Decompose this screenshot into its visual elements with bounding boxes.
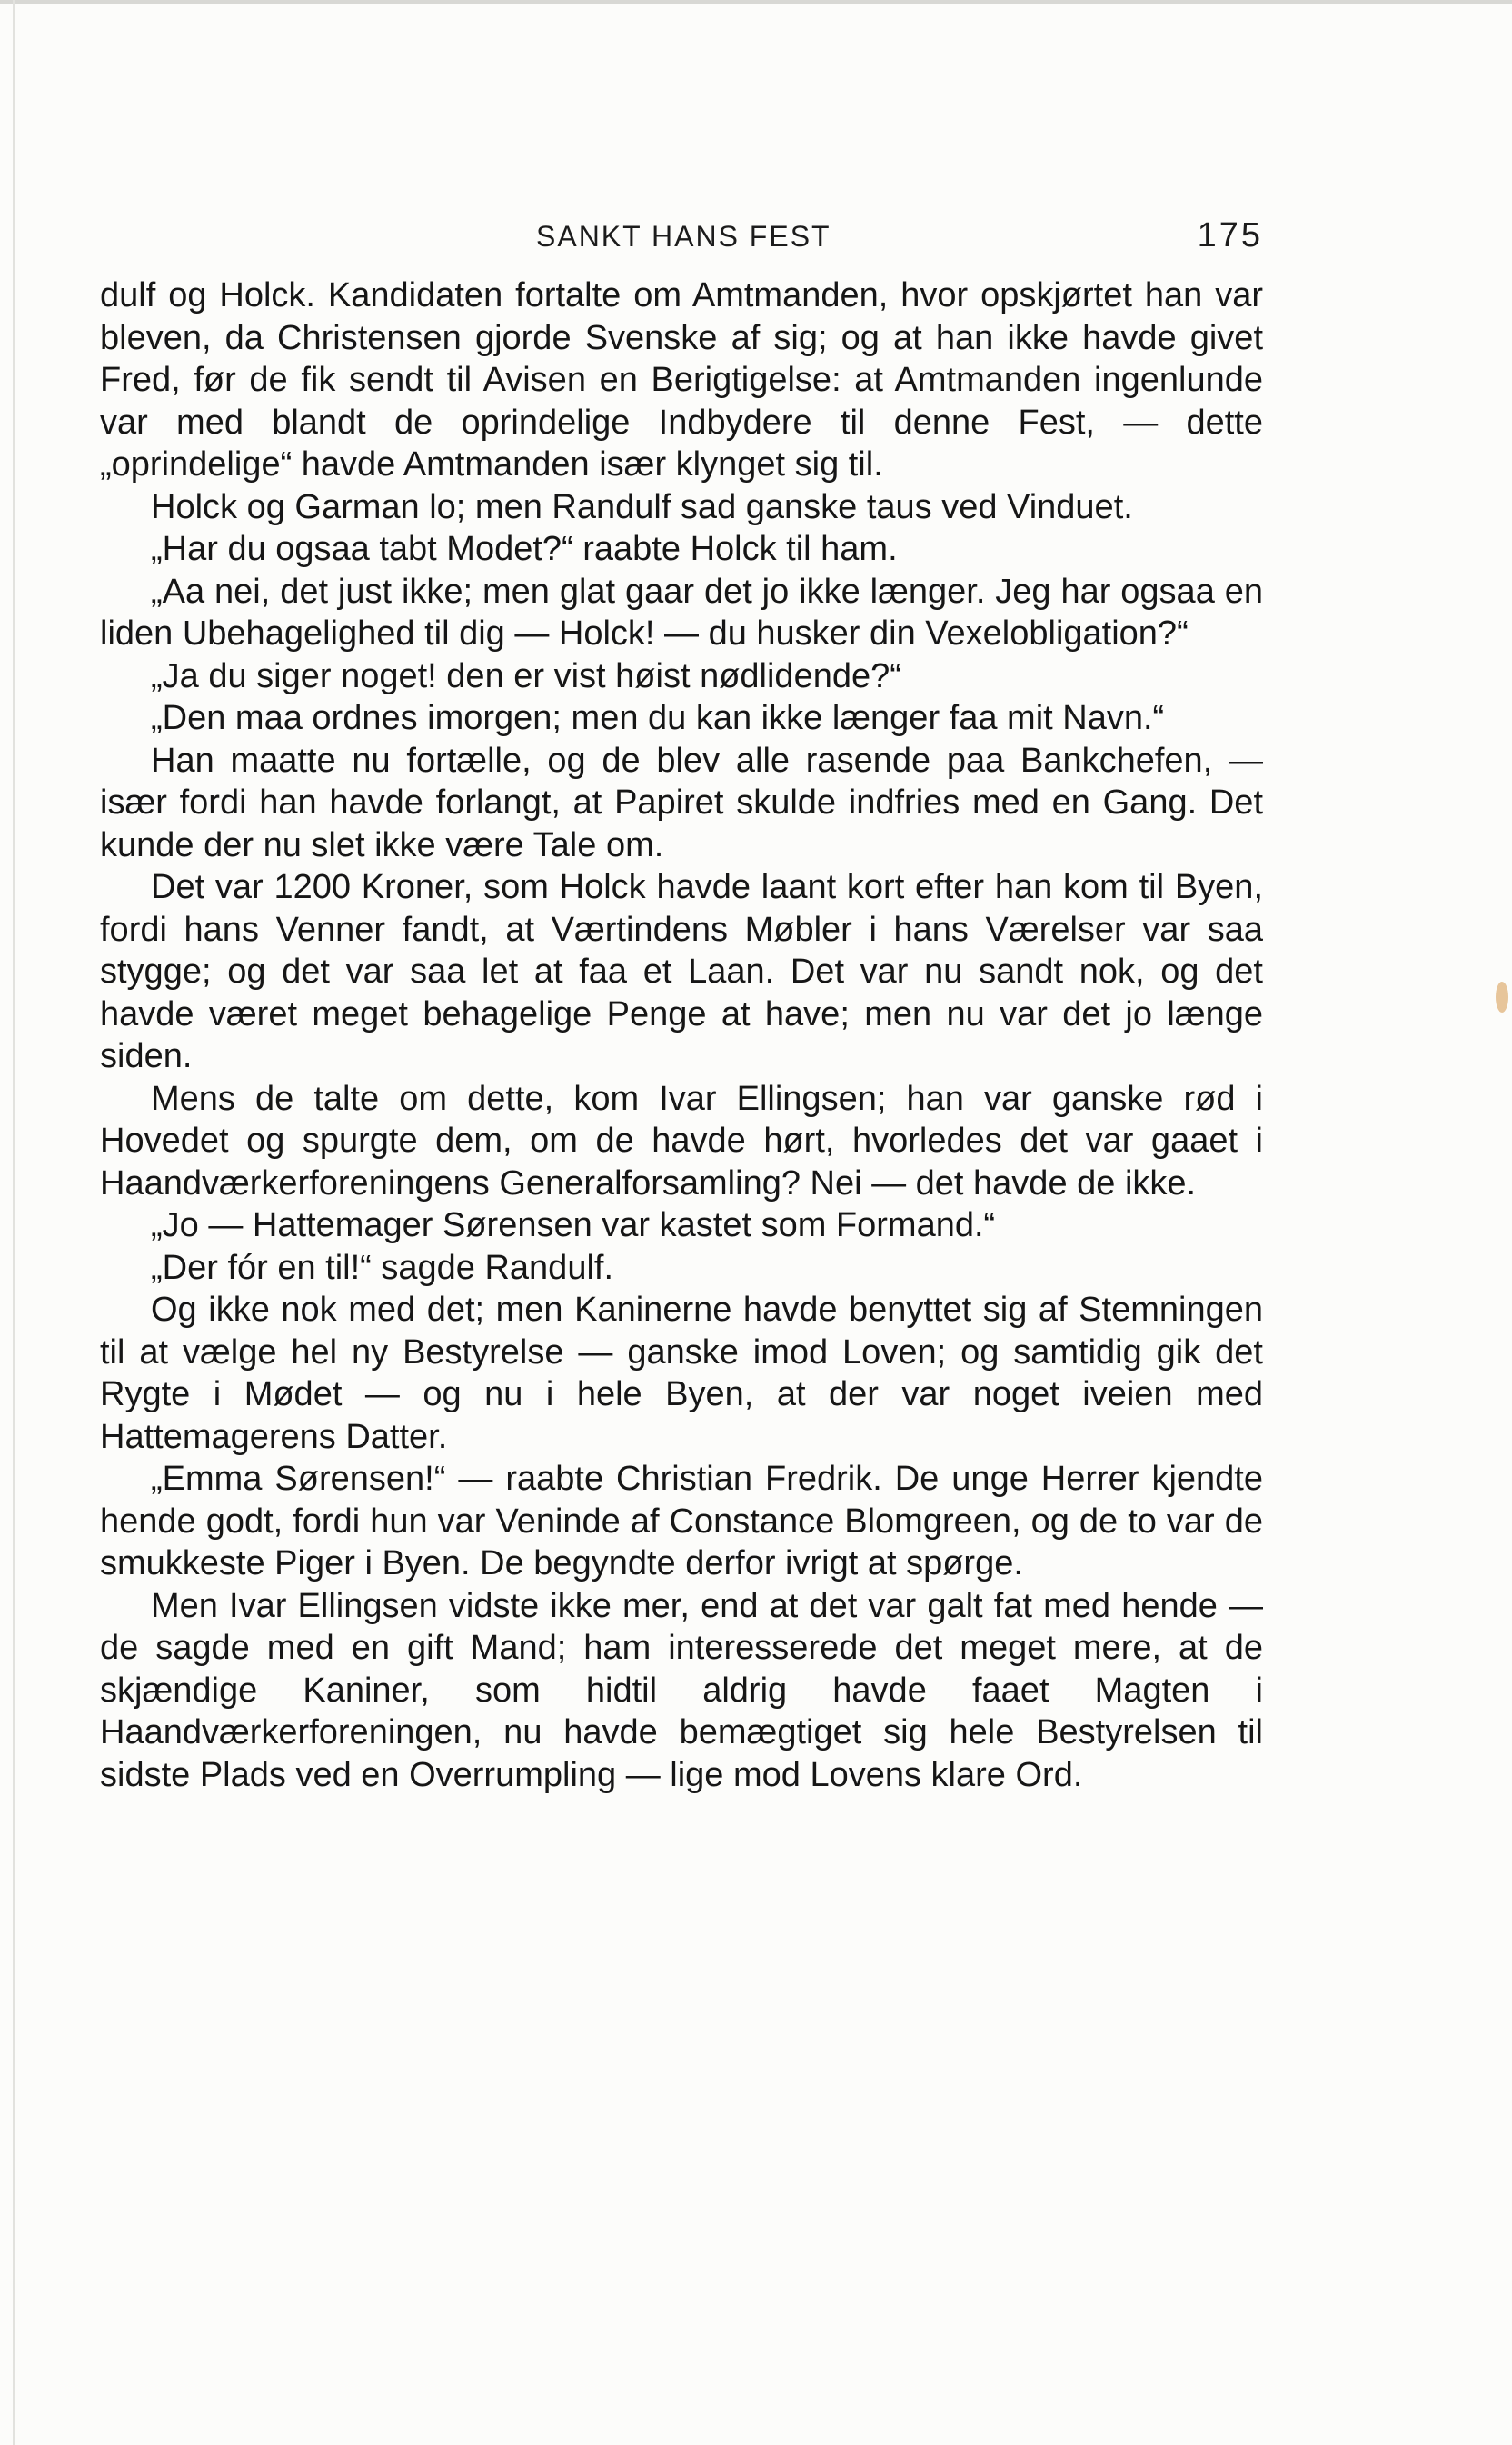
running-title: SANKT HANS FEST: [536, 220, 831, 253]
paragraph: dulf og Holck. Kandidaten fortalte om Amtmanden, hvor opskjørtet han var bleven, da Christensen gjorde Svenske af sig; og at han ikke havde givet Fred, før de fik sendt til Avisen en Berigtigelse: at Amtmanden ingenlunde var med blandt de oprindelige Indbydere til denne Fest, — dette „oprindelige“ havde Amtmanden især klynget sig til.: [100, 276, 1263, 484]
paragraph: „Der fór en til!“ sagde Randulf.: [151, 1248, 614, 1287]
paragraph: Han maatte nu fortælle, og de blev alle rasende paa Bankchefen, — især fordi han havde forlangt, at Papiret skulde indfries med en Gang. Det kunde der nu slet ikke være Tale om.: [100, 741, 1263, 864]
paragraph: Og ikke nok med det; men Kaninerne havde benyttet sig af Stemningen til at vælge hel ny Bestyrelse — ganske imod Loven; og samtidig gik det Rygte i Mødet — og nu i hele Byen, at der var noget iveien med Hattemagerens Datter.: [100, 1291, 1263, 1456]
paragraph: „Emma Sørensen!“ — raabte Christian Fredrik. De unge Herrer kjendte hende godt, fordi hun var Veninde af Constance Blomgreen, og de to var de smukkeste Piger i Byen. De begyndte derfor ivrigt at spørge.: [100, 1460, 1263, 1582]
paragraph: Det var 1200 Kroner, som Holck havde laant kort efter han kom til Byen, fordi hans Venner fandt, at Værtindens Møbler i hans Værelser var saa stygge; og det var saa let at faa et Laan. Det var nu sandt nok, og det havde været meget behagelige Penge at have; men nu var det jo længe siden.: [100, 868, 1263, 1075]
paragraph: „Ja du siger noget! den er vist høist nødlidende?“: [151, 656, 901, 695]
page-top-edge: [0, 0, 1512, 4]
paragraph: „Har du ogsaa tabt Modet?“ raabte Holck til ham.: [151, 530, 898, 568]
body-text: [100, 274, 1263, 1796]
paragraph: „Jo — Hattemager Sørensen var kastet som Formand.“: [151, 1206, 996, 1244]
paragraph: Men Ivar Ellingsen vidste ikke mer, end at det var galt fat med hende — de sagde med en gift Mand; ham interesserede det meget mere, at de skjændige Kaniner, som hidtil aldrig havde faaet Magten i Haandværkerforeningen, nu havde bemægtiget sig hele Bestyrelsen til sidste Plads ved en Overrumpling — lige mod Lovens klare Ord.: [100, 1586, 1263, 1794]
paragraph: Mens de talte om dette, kom Ivar Ellingsen; han var ganske rød i Hovedet og spurgte dem, om de havde hørt, hvorledes det var gaaet i Haandværkerforeningens Generalforsamling? Nei — det havde de ikke.: [100, 1079, 1263, 1203]
paragraph: „Aa nei, det just ikke; men glat gaar det jo ikke længer. Jeg har ogsaa en liden Ubehagelighed til dig — Holck! — du husker din Vexelobligation?“: [100, 572, 1263, 653]
page-left-edge: [13, 0, 15, 2445]
paragraph: Holck og Garman lo; men Randulf sad ganske taus ved Vinduet.: [151, 487, 1133, 526]
paragraph: „Den maa ordnes imorgen; men du kan ikke længer faa mit Navn.“: [151, 699, 1165, 737]
page-header: [100, 216, 1263, 262]
page-number: 175: [1197, 216, 1263, 254]
paper-stain: [1496, 982, 1508, 1013]
